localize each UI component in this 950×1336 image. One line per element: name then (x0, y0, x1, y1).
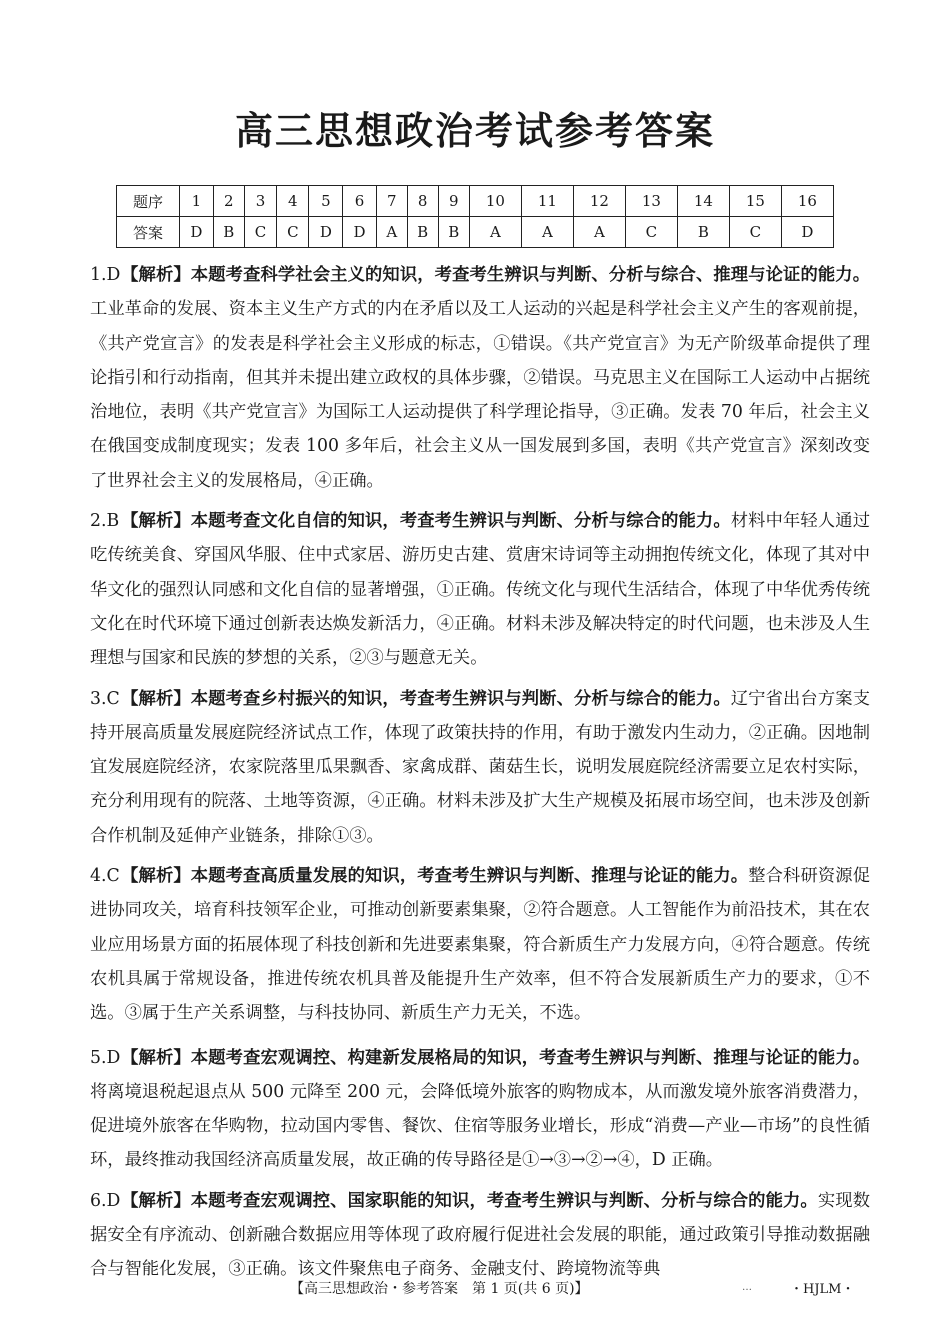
item-number: 6.D (90, 1190, 121, 1211)
answer-cell: D (343, 217, 377, 248)
answer-cell: D (781, 217, 833, 248)
question-number-cell: 14 (677, 186, 729, 217)
answer-cell: C (277, 217, 309, 248)
question-number-cell: 7 (376, 186, 407, 217)
explanation-item-4 (90, 859, 870, 1030)
answer-cell: A (469, 217, 521, 248)
question-number-cell: 12 (573, 186, 625, 217)
explanation-item-1 (90, 258, 870, 498)
answer-cell: C (625, 217, 677, 248)
item-text: 实现数据安全有序流动、创新融合数据应用等体现了政府履行促进社会发展的职能，通过政策引导推动数据融合与智能化发展，③正确。该文件聚焦电子商务、金融支付、跨境物流等典 (90, 1190, 870, 1280)
row-label-question: 题序 (117, 186, 180, 217)
answer-table (116, 185, 834, 248)
question-number-cell: 16 (781, 186, 833, 217)
question-number-cell: 11 (521, 186, 573, 217)
item-number: 4.C (90, 866, 120, 887)
item-number: 5.D (90, 1047, 121, 1068)
item-number: 2.B (90, 511, 120, 532)
item-keyword: 【解析】本题考查乡村振兴的知识，考查考生辨识与判断、分析与综合的能力。 (121, 688, 731, 709)
answer-cell: B (438, 217, 469, 248)
row-label-answer: 答案 (117, 217, 180, 248)
question-number-cell: 2 (213, 186, 244, 217)
answer-cell: C (244, 217, 276, 248)
question-number-cell: 9 (438, 186, 469, 217)
answer-cell: B (213, 217, 244, 248)
question-number-cell: 4 (277, 186, 309, 217)
answer-cell: B (677, 217, 729, 248)
question-number-cell: 1 (180, 186, 214, 217)
item-keyword: 【解析】本题考查宏观调控、构建新发展格局的知识，考查考生辨识与判断、推理与论证的能力。 (121, 1047, 870, 1068)
item-text: 材料中年轻人通过吃传统美食、穿国风华服、住中式家居、游历史古建、赏唐宋诗词等主动拥抱传统文化，体现了其对中华文化的强烈认同感和文化自信的显著增强，①正确。传统文化与现代生活结合，体现了中华优秀传统文化在时代环境下通过创新表达焕发新活力，④正确。材料未涉及解决特定的时代问题，也未涉及人生理想与国家和民族的梦想的关系，②③与题意无关。 (90, 511, 870, 669)
question-number-row (117, 186, 834, 217)
question-number-cell: 13 (625, 186, 677, 217)
item-number: 1.D (90, 265, 121, 285)
answer-row (117, 217, 834, 248)
answer-cell: A (573, 217, 625, 248)
explanation-item-3 (90, 682, 870, 853)
item-text: 工业革命的发展、资本主义生产方式的内在矛盾以及工人运动的兴起是科学社会主义产生的客观前提，《共产党宣言》的发表是科学社会主义形成的标志，①错误。《共产党宣言》为无产阶级革命提供了理论指引和行动指南，但其并未提出建立政权的具体步骤，②错误。马克思主义在国际工人运动中占据统治地位，表明《共产党宣言》为国际工人运动提供了科学理论指导，③正确。发表 70 年后，社会主义在俄国变成制度现实；发表 100 多年后，社会主义从一国发展到多国，表明《共产党宣言》深刻改变了世界社会主义的发展格局，④正确。 (90, 299, 870, 491)
question-number-cell: 5 (309, 186, 343, 217)
item-keyword: 【解析】本题考查宏观调控、国家职能的知识，考查考生辨识与判断、分析与综合的能力。 (121, 1190, 818, 1211)
item-text: 将离境退税起退点从 500 元降至 200 元，会降低境外旅客的购物成本，从而激发境外旅客消费潜力，促进境外旅客在华购物，拉动国内零售、餐饮、住宿等服务业增长，形成“消费—产业—市场”的良性循环，最终推动我国经济高质量发展，故正确的传导路径是①→③→②→④，D 正确。 (90, 1081, 870, 1171)
question-number-cell: 6 (343, 186, 377, 217)
item-text: 辽宁省出台方案支持开展高质量发展庭院经济试点工作，体现了政策扶持的作用，有助于激发内生动力，②正确。因地制宜发展庭院经济，农家院落里瓜果飘香、家禽成群、菌菇生长，说明发展庭院经济需要立足农村实际，充分利用现有的院落、土地等资源，④正确。材料未涉及扩大生产规模及拓展市场空间，也未涉及创新合作机制及延伸产业链条，排除①③。 (90, 688, 870, 846)
explanations (90, 258, 870, 1293)
item-text: 整合科研资源促进协同攻关，培育科技领军企业，可推动创新要素集聚，②符合题意。人工智能作为前沿技术，其在农业应用场景方面的拓展体现了科技创新和先进要素集聚，符合新质生产力发展方向，④符合题意。传统农机具属于常规设备，推进传统农机具普及能提升生产效率，但不符合发展新质生产力的要求，①不选。③属于生产关系调整，与科技协同、新质生产力无关，不选。 (90, 866, 870, 1024)
answer-cell: D (180, 217, 214, 248)
question-number-cell: 10 (469, 186, 521, 217)
answer-cell: B (407, 217, 438, 248)
item-number: 3.C (90, 688, 120, 709)
footer-mark: … (742, 1282, 752, 1293)
explanation-item-2 (90, 504, 870, 675)
footer-page-info: 【高三思想政治・参考答案 第 1 页(共 6 页)】 (290, 1281, 589, 1297)
footer-code: ・HJLM・ (790, 1282, 855, 1297)
explanation-item-5 (90, 1041, 870, 1178)
answer-cell: D (309, 217, 343, 248)
item-keyword: 【解析】本题考查科学社会主义的知识，考查考生辨识与判断、分析与综合、推理与论证的能力。 (121, 265, 870, 285)
item-keyword: 【解析】本题考查高质量发展的知识，考查考生辨识与判断、推理与论证的能力。 (121, 866, 749, 887)
answer-cell: A (521, 217, 573, 248)
question-number-cell: 8 (407, 186, 438, 217)
question-number-cell: 3 (244, 186, 276, 217)
answer-cell: A (376, 217, 407, 248)
question-number-cell: 15 (729, 186, 781, 217)
answer-cell: C (729, 217, 781, 248)
page-title: 高三思想政治考试参考答案 (234, 109, 715, 153)
explanation-item-6 (90, 1184, 870, 1287)
item-keyword: 【解析】本题考查文化自信的知识，考查考生辨识与判断、分析与综合的能力。 (121, 511, 731, 532)
